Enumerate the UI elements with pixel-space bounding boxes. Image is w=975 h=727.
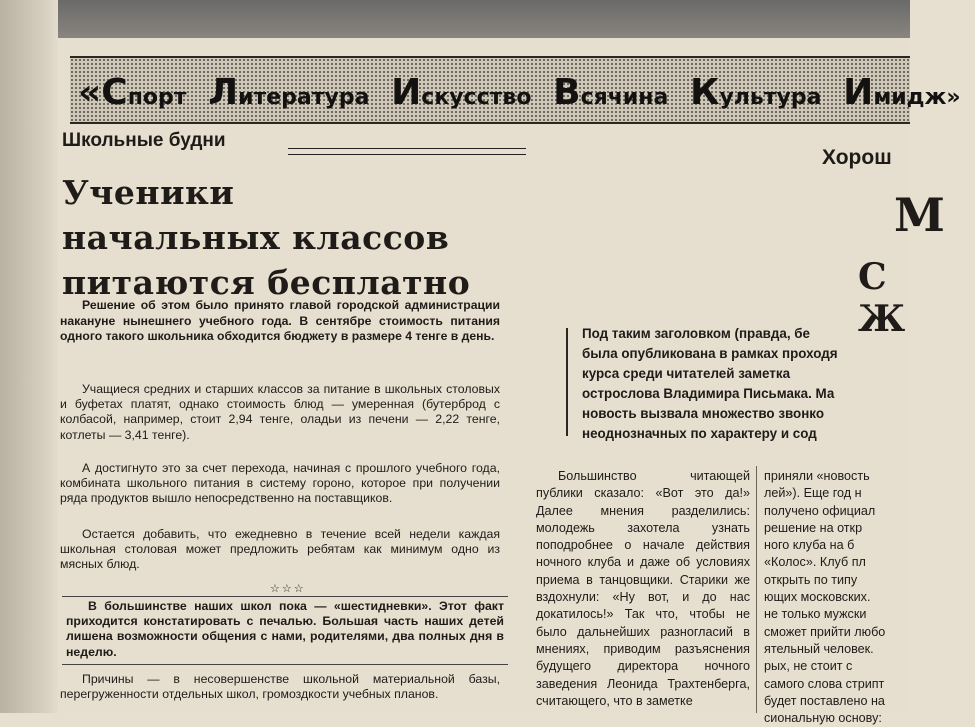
background-dark-area: [0, 0, 910, 40]
article-paragraph: Причины — в несовершенстве школьной материальной базы, перегруженности отдельных школ, громоздкости учебных планов.: [60, 672, 500, 702]
banner-title: [78, 72, 975, 113]
lead-line: острослова Владимира Письмака. Ма: [582, 386, 835, 401]
column-line: «Колос». Клуб пл: [764, 555, 866, 570]
banner-word: Искусство: [391, 72, 532, 113]
banner-word: Имидж»: [843, 72, 961, 113]
column-line: получено официал: [764, 503, 876, 518]
column-line: сможет прийти любо: [764, 624, 886, 639]
right-article-column: [764, 468, 910, 727]
right-article-headline: М: [894, 188, 945, 242]
lead-vertical-rule: [566, 328, 568, 436]
lead-line: новость вызвала множество звонко: [582, 406, 825, 421]
article-headline: [62, 170, 470, 305]
right-article-headline: С Ж: [858, 256, 914, 340]
lead-line: неоднозначных по характеру и сод: [582, 426, 817, 441]
column-line: самого слова стрипт: [764, 676, 885, 691]
column-line: будет поставлено на: [764, 693, 885, 708]
article-paragraph: Учащиеся средних и старших классов за питание в школьных столовых и буфетах платят, однако стоимость блюд — умеренная (бутерброд с колбасой, например, стоит 2,94 тенге, оладьи из печени — 2,22 тенге, котлеты — 3,41 тенге).: [60, 382, 500, 442]
banner-word: Культура: [690, 72, 822, 113]
rubric-rule: [288, 148, 526, 155]
column-line: сиональную основу:: [764, 711, 882, 726]
lead-line: Под таким заголовком (правда, бе: [582, 326, 810, 341]
column-line: не только мужски: [764, 607, 867, 622]
banner-word: «Спорт: [78, 72, 187, 113]
headline-line: питаются бесплатно: [62, 263, 471, 302]
headline-line: Ученики: [62, 173, 235, 212]
banner-word: Литература: [208, 72, 370, 113]
section-banner: [70, 56, 961, 124]
section-separator: ☆☆☆: [270, 583, 306, 595]
page-fold-shadow: [0, 0, 58, 713]
right-article-rubric: Хорош: [822, 146, 892, 169]
banner-word: Всячина: [553, 72, 669, 113]
column-line: рых, не стоит с: [764, 659, 853, 674]
column-separator: [756, 466, 757, 713]
lead-line: курса среди читателей заметка: [582, 366, 791, 381]
column-line: ного клуба на б: [764, 538, 855, 553]
column-line: ющих московских.: [764, 590, 871, 605]
right-article-column: Большинство читающей публики сказало: «Вот это да!» Далее мнения разделились: молодежь захотела узнать поподробнее о начале действия ночного клуба и даже об условиях приема в танцовщики. Старики же вздохнули: «Ну вот, и до нас докатилось!» Так что, чтобы не было дальнейших разногласий в мнениях, приводим разъяснения будущего директора ночного заведения Леонида Трахтенберга, считающего, что в заметке: [536, 469, 750, 708]
column-line: открыть по типу: [764, 572, 858, 587]
article-rubric: Школьные будни: [62, 130, 226, 151]
article-bold-paragraph: В большинстве наших школ пока — «шестидневки». Этот факт приходится констатировать с печалью. Большая часть наших детей лишена возможности общения с нами, родителями, два полных дня в неделю.: [62, 596, 508, 665]
column-line: ятельный человек.: [764, 641, 874, 656]
article-lead: Решение об этом было принято главой городской администрации накануне нынешнего учебного года. В сентябре стоимость питания одного такого школьника обходится бюджету в размере 4 тенге в день.: [60, 298, 500, 343]
article-paragraph: А достигнуто это за счет перехода, начиная с прошлого учебного года, комбината школьного питания в систему гороно, которое при получении ряда продуктов вышло непосредственно на поставщиков.: [60, 461, 500, 506]
right-article-lead: [582, 324, 912, 444]
column-line: лей»). Еще год н: [764, 486, 862, 501]
column-line: решение на откр: [764, 520, 863, 535]
lead-line: была опубликована в рамках проходя: [582, 346, 838, 361]
headline-line: начальных классов: [62, 218, 450, 257]
column-line: приняли «новость: [764, 469, 870, 483]
article-paragraph: Остается добавить, что ежедневно в течение всей недели каждая школьная столовая может предложить ребятам как минимум одно из мясных блюд.: [60, 527, 500, 572]
